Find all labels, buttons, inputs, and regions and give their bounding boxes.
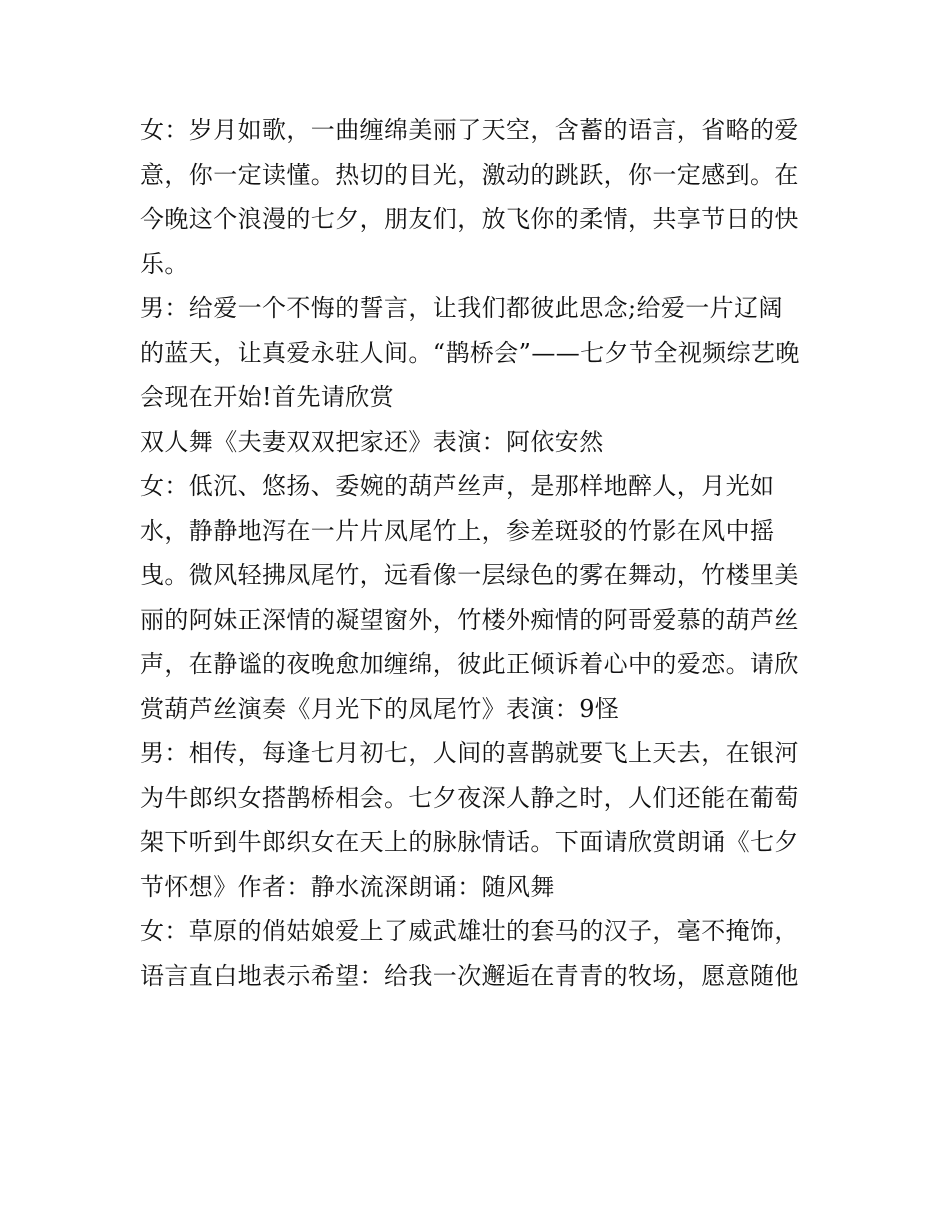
text-line: 节怀想》作者：静水流深朗诵：随风舞 [140,872,555,901]
text-line: 声，在静谧的夜晚愈加缠绵，彼此正倾诉着心中的爱恋。请欣 [140,650,799,678]
text-line: 男：给爱一个不悔的誓言，让我们都彼此思念;给爱一片辽阔 [140,294,783,322]
text-line: 会现在开始!首先请欣赏 [140,383,395,411]
text-line: 为牛郎织女搭鹊桥相会。七夕夜深人静之时，人们还能在葡萄 [140,783,799,812]
text-line: 意，你一定读懂。热切的目光，激动的跳跃，你一定感到。在 [140,160,799,189]
text-line: 女：草原的俏姑娘爱上了威武雄壮的套马的汉子，毫不掩饰， [140,917,799,945]
text-line: 丽的阿妹正深情的凝望窗外，竹楼外痴情的阿哥爱慕的葫芦丝 [140,605,799,634]
document-body [140,108,820,998]
text-line: 语言直白地表示希望：给我一次邂逅在青青的牧场，愿意随他 [140,961,799,990]
text-line: 水，静静地泻在一片片凤尾竹上，参差斑驳的竹影在风中摇 [140,516,775,545]
text-line: 的蓝天，让真爱永驻人间。“鹊桥会”——七夕节全视频综艺晚 [140,338,800,367]
text-line: 架下听到牛郎织女在天上的脉脉情话。下面请欣赏朗诵《七夕 [140,828,799,856]
text-line: 女：低沉、悠扬、委婉的葫芦丝声，是那样地醉人，月光如 [140,472,775,500]
text-line: 曳。微风轻拂凤尾竹，远看像一层绿色的雾在舞动，竹楼里美 [140,561,799,589]
text-line: 女：岁月如歌，一曲缠绵美丽了天空，含蓄的语言，省略的爱 [140,116,799,144]
text-line: 双人舞《夫妻双双把家还》表演：阿依安然 [140,427,604,456]
text-line: 乐。 [140,249,189,278]
text-line: 今晚这个浪漫的七夕，朋友们，放飞你的柔情，共享节日的快 [140,205,799,233]
text-line: 男：相传，每逢七月初七，人间的喜鹊就要飞上天去，在银河 [140,739,799,767]
text-line: 赏葫芦丝演奏《月光下的凤尾竹》表演：9怪 [140,694,620,723]
